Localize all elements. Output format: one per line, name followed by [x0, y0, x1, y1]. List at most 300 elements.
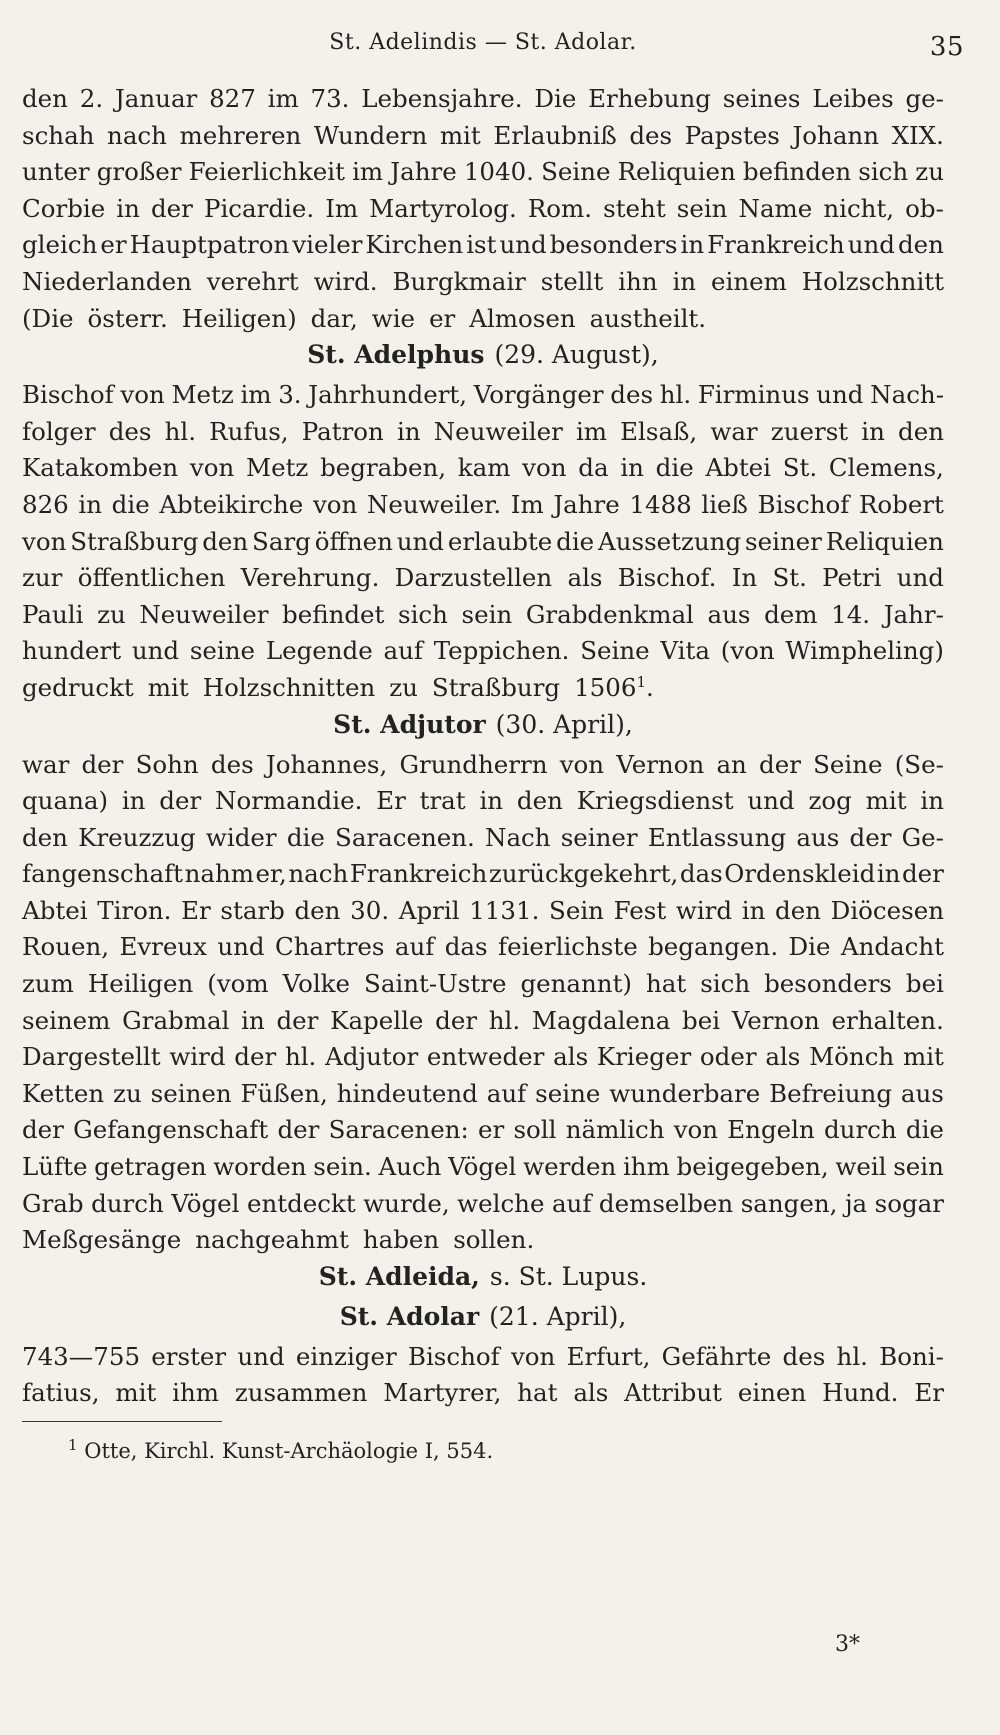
entry-heading [22, 1302, 944, 1342]
word: Neuweiler [433, 416, 563, 446]
text-line [22, 380, 944, 417]
word: hundert [22, 636, 122, 666]
word: öffnen [314, 526, 393, 556]
footnote-marker: 1 [68, 1436, 78, 1454]
word: von [189, 453, 235, 483]
word: einen [737, 1378, 807, 1408]
word: hl. [164, 416, 197, 446]
word: 73. [310, 84, 350, 113]
word: nahm [184, 859, 254, 889]
word: Feierlichkeit [188, 157, 345, 187]
word: da [578, 453, 609, 483]
word: nachgeahmt [195, 1225, 349, 1255]
word: Grabmal [122, 1005, 230, 1035]
entry-heading-name: St. Adjutor [333, 709, 486, 739]
word: Heiligen [87, 969, 194, 999]
word: 826 [22, 489, 69, 519]
word: Corbie [22, 193, 106, 223]
word: des [108, 416, 152, 446]
word: gleich [22, 230, 98, 260]
word: österr. [87, 303, 168, 333]
word: haben [362, 1225, 440, 1255]
text-line [22, 600, 944, 637]
word: fatius, [22, 1378, 100, 1408]
word: ja [844, 1188, 868, 1218]
entry-heading-name: St. Adolar [339, 1301, 480, 1331]
word: Seine [580, 636, 650, 666]
word: die [655, 453, 694, 483]
text-line [22, 1006, 944, 1043]
word: welche [457, 1188, 545, 1218]
word: zu [915, 157, 944, 187]
word: 1506$^1$. [574, 672, 654, 703]
word: Almosen [469, 303, 576, 333]
entry-heading [22, 340, 944, 380]
word: In [731, 563, 758, 593]
word: dar, [310, 303, 358, 333]
word: sangen, [740, 1188, 838, 1218]
word: und [896, 563, 944, 593]
word: der [22, 1115, 64, 1145]
word: im [267, 84, 299, 113]
word: St. [772, 563, 807, 593]
entry-heading-date: (21. April), [489, 1301, 627, 1331]
word: wunderbare [609, 1078, 761, 1108]
word: in [78, 489, 103, 519]
word: er [429, 303, 456, 333]
word: feierlichste [498, 932, 638, 962]
word: seiner [745, 526, 822, 556]
word: soll [513, 1115, 557, 1145]
word: zu [97, 599, 126, 629]
word: Vernon [616, 749, 705, 779]
word: Er [914, 1378, 944, 1408]
word: St. [782, 453, 818, 483]
word: in [920, 786, 944, 816]
word: April [398, 895, 460, 925]
word: einem [710, 266, 787, 296]
word: die [905, 1115, 944, 1145]
word: besonders [549, 230, 678, 260]
word: 827 [209, 84, 256, 113]
word: der [234, 1042, 277, 1072]
word: beigegeben, [676, 1152, 829, 1182]
word: schah [22, 120, 95, 150]
word: in [672, 266, 697, 296]
word: zu [113, 1078, 142, 1108]
text-line [22, 230, 944, 267]
text-line [22, 1189, 944, 1226]
word: den [294, 895, 341, 925]
word: der [276, 1005, 319, 1035]
word: Andacht [840, 932, 944, 962]
word: nach [107, 120, 167, 150]
word: (Die [22, 303, 74, 333]
word: Rouen, [22, 932, 110, 962]
word: Lebensjahre. [361, 84, 523, 113]
word: der [277, 1115, 320, 1145]
word: Seine [541, 157, 611, 187]
word: sein [676, 193, 728, 223]
word: Legende [265, 636, 373, 666]
word: auf [394, 932, 435, 962]
word: den [22, 822, 68, 852]
word: sogar [874, 1188, 944, 1218]
word: kam [457, 453, 511, 483]
word: ob- [905, 193, 944, 223]
word: seinem [22, 1005, 111, 1035]
word: auf [551, 1188, 592, 1218]
word: Metz [171, 380, 234, 410]
word: einziger [295, 1341, 397, 1371]
word: Saracenen: [328, 1115, 469, 1145]
word: Leibes [812, 84, 894, 113]
word: die [111, 489, 150, 519]
word: Reliquien [825, 526, 944, 556]
word: nach [288, 859, 349, 889]
word: der [81, 749, 124, 779]
text-line [22, 1378, 944, 1415]
word: genannt) [520, 969, 632, 999]
word: oder [699, 1042, 757, 1072]
word: und [499, 230, 547, 260]
word: der [759, 749, 801, 779]
word: Patron [301, 416, 384, 446]
word: besonders [764, 969, 892, 999]
word: Abteikirche [159, 489, 304, 519]
word: hl. [836, 1341, 868, 1371]
word: vieler [292, 230, 363, 260]
entry-heading-name: St. Adelphus [307, 340, 485, 370]
word: Rufus, [209, 416, 289, 446]
word: er [478, 1115, 505, 1145]
word: in [620, 453, 644, 483]
entry-heading-name: St. Adleida, [318, 1261, 480, 1291]
word: war [710, 416, 758, 446]
word: von [22, 526, 67, 556]
word: ge- [905, 84, 944, 113]
word: Lüfte [22, 1152, 88, 1182]
word: befindet [282, 599, 385, 629]
word: mit [147, 673, 189, 703]
word: Engeln [727, 1115, 815, 1145]
word: den [897, 230, 944, 260]
word: starb [220, 895, 285, 925]
word: Pauli [22, 599, 84, 629]
word: Er [376, 786, 406, 816]
word: Neuweiler [139, 599, 269, 629]
word: fangenschaft [22, 859, 184, 889]
word: Reliquien [617, 157, 736, 187]
text-line [22, 1042, 944, 1079]
word: Heiligen) [181, 303, 297, 333]
word: 14. [831, 599, 871, 629]
word: Erlaubniß [493, 120, 617, 150]
word: und [396, 526, 444, 556]
word: zu [389, 673, 418, 703]
word: mit [902, 1042, 944, 1072]
word: zurückgekehrt, [488, 859, 679, 889]
word: war [22, 749, 70, 779]
word: Ge- [901, 822, 944, 852]
word: Grundherrn [399, 749, 548, 779]
word: seiner [560, 822, 638, 852]
word: nämlich [565, 1115, 665, 1145]
word: als [765, 1042, 801, 1072]
word: folger [22, 416, 96, 446]
word: er, [255, 859, 287, 889]
text-line [22, 823, 944, 860]
word: 2. [79, 84, 104, 113]
word: in [241, 1005, 265, 1035]
text-line [22, 194, 944, 231]
word: Normandie. [215, 786, 363, 816]
word: entweder [426, 1042, 545, 1072]
word: den [898, 416, 944, 446]
word: Meßgesänge [22, 1225, 182, 1255]
word: in [680, 230, 705, 260]
word: demselben [598, 1188, 734, 1218]
word: Wundern [313, 120, 428, 150]
word: Tiron. [97, 895, 172, 925]
word: Auch [378, 1152, 442, 1182]
word: Frankreich [349, 859, 488, 889]
word: Holzschnitt [801, 266, 944, 296]
word: Katakomben [22, 453, 179, 483]
word: seine [535, 1078, 601, 1108]
word: Jahre [553, 489, 620, 519]
word: in [121, 786, 146, 816]
word: verehrt [206, 266, 299, 296]
word: den [516, 786, 563, 816]
word: die [286, 822, 325, 852]
word: ihn [618, 266, 658, 296]
word: Gefangenschaft [73, 1115, 269, 1145]
word: Johann [792, 120, 879, 150]
text-line [22, 636, 944, 673]
word: des [629, 120, 673, 150]
word: wie [371, 303, 416, 333]
word: getragen [94, 1152, 207, 1182]
text-line [22, 267, 944, 304]
entry-heading-date: (29. August), [494, 340, 659, 370]
word: von [510, 1341, 556, 1371]
word: als [573, 1378, 609, 1408]
word: Straßburg [431, 673, 561, 703]
word: öffentlichen [77, 563, 226, 593]
word: Die [788, 932, 831, 962]
text-line [22, 121, 944, 158]
word: Füßen, [240, 1078, 328, 1108]
word: Er [181, 895, 211, 925]
word: mehreren [179, 120, 302, 150]
text-line [22, 673, 944, 710]
word: von [312, 489, 358, 519]
word: seinen [150, 1078, 232, 1108]
word: zuerst [770, 416, 849, 446]
word: im [240, 380, 272, 410]
word: mit [115, 1378, 157, 1408]
word: hl. [488, 1005, 521, 1035]
word: in [876, 859, 901, 889]
word: Picardie. [203, 193, 315, 223]
word: Saracenen. [335, 822, 475, 852]
word: Befreiung [769, 1078, 892, 1108]
word: Vorgänger [473, 380, 604, 410]
word: weil [835, 1152, 887, 1182]
word: Erhebung [588, 84, 711, 113]
word: sich [398, 599, 448, 629]
word: von [120, 380, 165, 410]
word: austheilt. [589, 303, 707, 333]
word: Im [325, 193, 359, 223]
text-line [22, 84, 944, 121]
word: Metz [246, 453, 309, 483]
word: seines [722, 84, 801, 113]
word: begangen. [648, 932, 779, 962]
word: von [559, 749, 605, 779]
word: in [116, 193, 140, 223]
word: der [902, 859, 944, 889]
entry-heading [22, 710, 944, 750]
word: das [679, 859, 723, 889]
page-header [22, 20, 964, 64]
word: 1040. [463, 157, 534, 187]
word: Volke [282, 969, 351, 999]
word: in [861, 416, 885, 446]
word: Vögel [171, 1188, 240, 1218]
word: als [553, 1042, 589, 1072]
word: Bischof. [617, 563, 717, 593]
body-text [22, 84, 944, 1415]
word: Burgkmair [392, 266, 526, 296]
word: bei [905, 969, 944, 999]
word: auf [383, 636, 423, 666]
word: Bischof [407, 1341, 500, 1371]
word: Ketten [22, 1078, 105, 1108]
word: sein. [313, 1152, 372, 1182]
word: von [522, 453, 567, 483]
word: aus [900, 1078, 944, 1108]
text-line [22, 453, 944, 490]
word: das [444, 932, 488, 962]
word: Erfurt, [566, 1341, 651, 1371]
word: durch [823, 1115, 897, 1145]
word: seine [189, 636, 256, 666]
word: Saint-Ustre [364, 969, 507, 999]
word: in [741, 895, 766, 925]
text-line [22, 969, 944, 1006]
page-number: 35 [929, 32, 964, 62]
text-line [22, 490, 944, 527]
word: werden [523, 1152, 617, 1182]
text-line [22, 157, 944, 194]
word: XIX. [891, 120, 944, 150]
footnote-rule [22, 1421, 222, 1422]
word: mit [439, 120, 481, 150]
text-line [22, 1342, 944, 1379]
word: Vernon [731, 1005, 820, 1035]
word: Die [534, 84, 577, 113]
word: Papstes [684, 120, 780, 150]
word: der [159, 786, 202, 816]
line-tail: . [646, 673, 654, 703]
word: wird. [313, 266, 378, 296]
word: in [479, 786, 504, 816]
word: Im [510, 489, 544, 519]
word: erster [151, 1341, 227, 1371]
word: Grabdenkmal [525, 599, 694, 629]
word: dem [764, 599, 818, 629]
word: in [396, 416, 421, 446]
word: Elsaß, [620, 416, 698, 446]
word: Nach [485, 822, 551, 852]
text-line [22, 786, 944, 823]
word: gedruckt [22, 673, 134, 703]
word: zur [22, 563, 63, 593]
word: Kirchen [365, 230, 464, 260]
word: des [610, 380, 654, 410]
word: (von [720, 636, 775, 666]
word: (Se- [894, 749, 944, 779]
word: Wimpheling) [785, 636, 944, 666]
text-line [22, 859, 944, 896]
word: den [22, 84, 68, 113]
word: Neuweiler. [366, 489, 502, 519]
word: Nach- [870, 380, 944, 410]
word: Bischof [757, 489, 850, 519]
word: und [847, 230, 895, 260]
word: Johannes, [265, 749, 388, 779]
word: im [575, 416, 608, 446]
word: der [849, 822, 892, 852]
word: mit [865, 786, 907, 816]
word: der [150, 193, 193, 223]
text-line [22, 932, 944, 969]
word: sich [858, 157, 909, 187]
word: begraben, [320, 453, 447, 483]
word: bei [682, 1005, 721, 1035]
word: Name [738, 193, 813, 223]
text-line [22, 563, 944, 600]
word: er [100, 230, 127, 260]
word: ihm [172, 1378, 219, 1408]
word: Hauptpatron [129, 230, 290, 260]
word: worden [213, 1152, 307, 1182]
word: hat [517, 1378, 558, 1408]
word: ist [466, 230, 497, 260]
running-head: St. Adelindis — St. Adolar. [329, 30, 637, 55]
word: stellt [540, 266, 604, 296]
word: unter [22, 157, 90, 187]
word: hat [645, 969, 687, 999]
word: entdeckt [246, 1188, 356, 1218]
word: Boni- [879, 1341, 944, 1371]
word: die [556, 526, 595, 556]
word: und [131, 636, 180, 666]
word: 3. [278, 380, 302, 410]
word: 743—755 [22, 1341, 141, 1371]
word: sollen. [453, 1225, 535, 1255]
word: zum [22, 969, 74, 999]
word: nicht, [823, 193, 895, 223]
word: Verehrung. [240, 563, 380, 593]
text-line [22, 1152, 944, 1189]
word: 1488 [629, 489, 692, 519]
word: als [567, 563, 603, 593]
word: 1131. [469, 895, 540, 925]
word: Robert [858, 489, 944, 519]
